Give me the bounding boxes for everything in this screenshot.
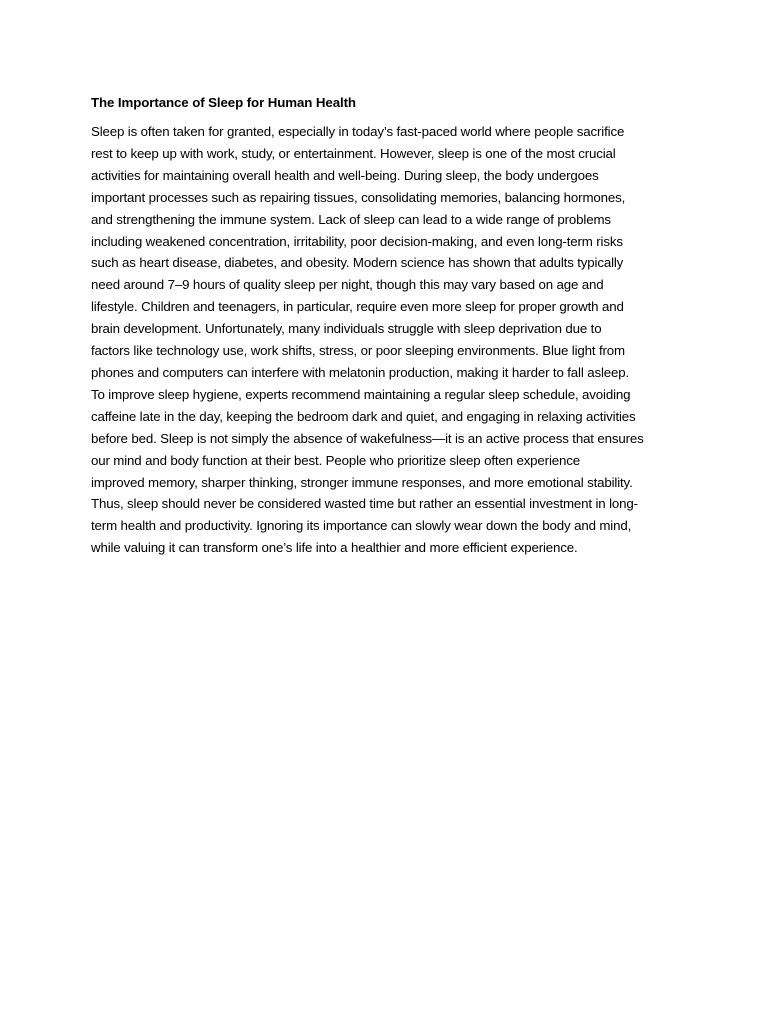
- paragraph-line: To improve sleep hygiene, experts recommend maintaining a regular sleep schedule, avoiding: [91, 386, 631, 402]
- paragraph-line: activities for maintaining overall health and well-being. During sleep, the body undergoes: [91, 167, 599, 183]
- paragraph-line: caffeine late in the day, keeping the bedroom dark and quiet, and engaging in relaxing activities: [91, 408, 636, 424]
- paragraph-line: term health and productivity. Ignoring its importance can slowly wear down the body and mind,: [91, 518, 632, 534]
- paragraph-line: rest to keep up with work, study, or entertainment. However, sleep is one of the most crucial: [91, 145, 616, 161]
- paragraph-line: and strengthening the immune system. Lack of sleep can lead to a wide range of problems: [91, 211, 611, 227]
- paragraph-line: phones and computers can interfere with melatonin production, making it harder to fall asleep.: [91, 364, 630, 380]
- document-content: [91, 94, 681, 559]
- paragraph-line: lifestyle. Children and teenagers, in particular, require even more sleep for proper growth and: [91, 299, 624, 315]
- paragraph-line: Thus, sleep should never be considered wasted time but rather an essential investment in long-: [91, 496, 638, 512]
- paragraph-line: improved memory, sharper thinking, stronger immune responses, and more emotional stability.: [91, 474, 633, 490]
- body-paragraph: [91, 121, 681, 559]
- paragraph-line: including weakened concentration, irritability, poor decision-making, and even long-term risks: [91, 233, 623, 249]
- paragraph-line: while valuing it can transform one’s life into a healthier and more efficient experience.: [91, 540, 578, 556]
- paragraph-line: factors like technology use, work shifts, stress, or poor sleeping environments. Blue light from: [91, 343, 625, 359]
- paragraph-line: our mind and body function at their best. People who prioritize sleep often experience: [91, 452, 580, 468]
- paragraph-line: brain development. Unfortunately, many individuals struggle with sleep deprivation due to: [91, 321, 602, 337]
- paragraph-line: such as heart disease, diabetes, and obesity. Modern science has shown that adults typically: [91, 255, 624, 271]
- paragraph-line: need around 7–9 hours of quality sleep per night, though this may vary based on age and: [91, 277, 604, 293]
- paragraph-line: important processes such as repairing tissues, consolidating memories, balancing hormones,: [91, 189, 626, 205]
- paragraph-line: before bed. Sleep is not simply the absence of wakefulness—it is an active process that ensures: [91, 430, 644, 446]
- document-title: The Importance of Sleep for Human Health: [91, 95, 356, 110]
- paragraph-line: Sleep is often taken for granted, especially in today’s fast-paced world where people sacrifice: [91, 124, 625, 139]
